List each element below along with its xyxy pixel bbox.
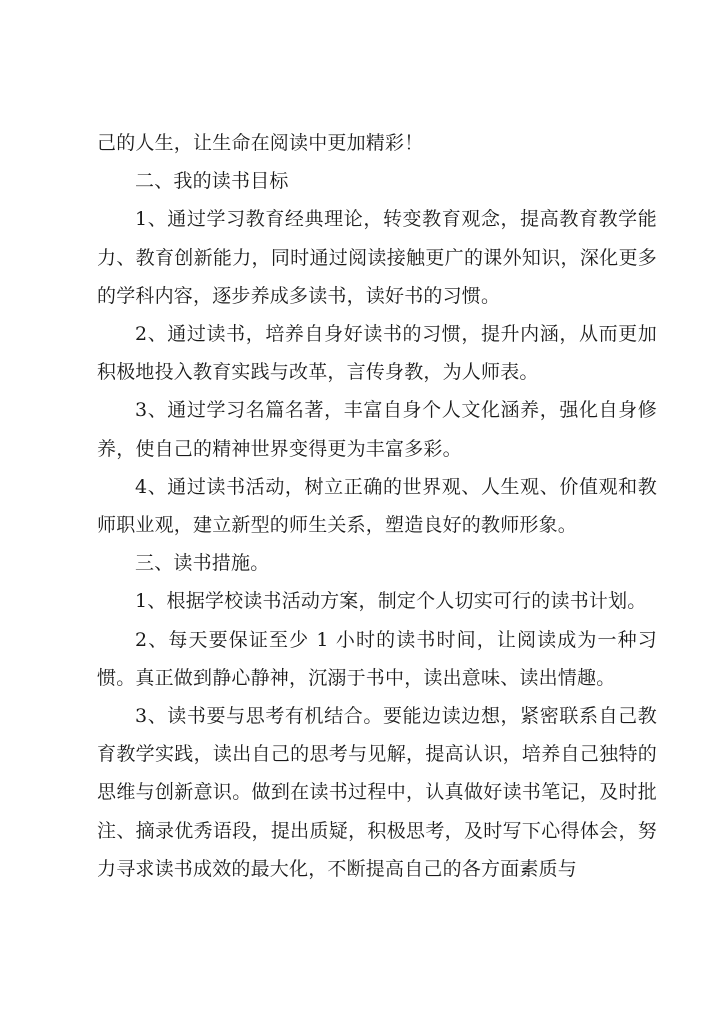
goal-item-1: 1、通过学习教育经典理论，转变教育观念，提高教育教学能力、教育创新能力，同时通过阅读接触更广的课外知识，深化更多的学科内容，逐步养成多读书，读好书的习惯。 [97, 208, 657, 307]
measure-item-1: 1、根据学校读书活动方案，制定个人切实可行的读书计划。 [135, 590, 647, 613]
document-body [97, 124, 657, 888]
measure-item-3: 3、读书要与思考有机结合。要能边读边想，紧密联系自己教育教学实践，读出自己的思考与见解，提高认识，培养自己独特的思维与创新意识。做到在读书过程中，认真做好读书笔记，及时批注、摘录优秀语段，提出质疑，积极思考，及时写下心得体会，努力寻求读书成效的最大化，不断提高自己的各方面素质与 [97, 705, 657, 880]
measure-item-2: 2、每天要保证至少 1 小时的读书时间，让阅读成为一种习惯。真正做到静心静神，沉溺于书中，读出意味、读出情趣。 [97, 628, 657, 689]
paragraph-continuation: 己的人生，让生命在阅读中更加精彩！ [97, 132, 424, 154]
goal-item-4: 4、通过读书活动，树立正确的世界观、人生观、价值观和教师职业观，建立新型的师生关系，塑造良好的教师形象。 [97, 475, 657, 537]
goal-item-3: 3、通过学习名篇名著，丰富自身个人文化涵养，强化自身修养，使自己的精神世界变得更为丰富多彩。 [97, 399, 657, 460]
section-heading-reading-goals: 二、我的读书目标 [135, 170, 289, 193]
goal-item-2: 2、通过读书，培养自身好读书的习惯，提升内涵，从而更加积极地投入教育实践与改革，言传身教，为人师表。 [97, 323, 657, 384]
section-heading-reading-measures: 三、读书措施。 [135, 552, 270, 575]
